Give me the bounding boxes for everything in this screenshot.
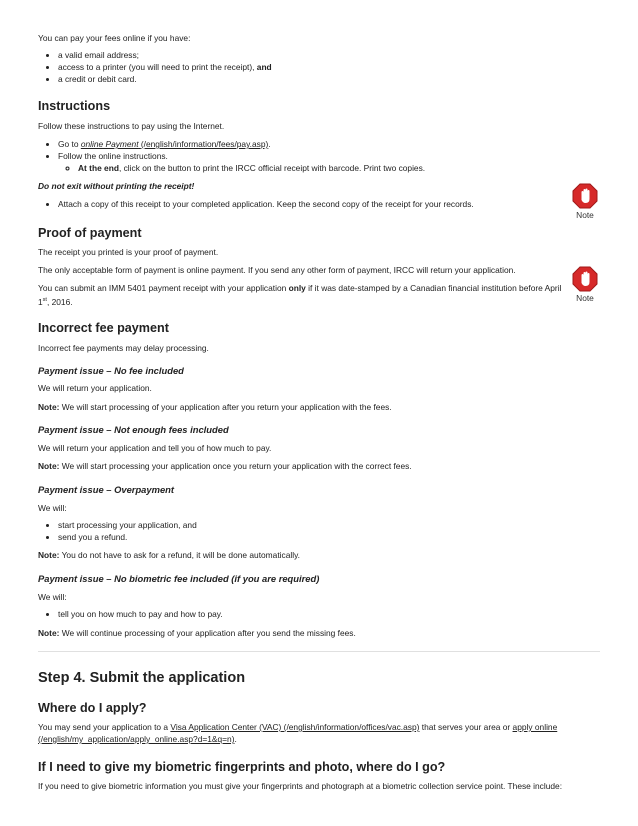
warning-text: Do not exit without printing the receipt!: [38, 181, 195, 191]
no-fee-note: Note: We will start processing of your application after you return your application with the fees.: [38, 402, 392, 412]
note-label: Note: [576, 293, 594, 303]
stop-hand-icon: [572, 266, 598, 292]
incorrect-heading: Incorrect fee payment: [38, 321, 169, 335]
list-item: • tell you on how much to pay and how to pay.: [58, 608, 578, 620]
proof-text-1: The receipt you printed is your proof of payment.: [38, 247, 219, 257]
list-item: • access to a printer (you will need to print the receipt), and: [58, 61, 600, 73]
not-enough-note: Note: We will start processing your application once you return your application with the correct fees.: [38, 461, 412, 471]
instructions-list: [38, 138, 578, 174]
biometric-location-text: If you need to give biometric information you must give your fingerprints and photograph at a biometric collection service point. These include:: [38, 781, 563, 791]
proof-heading: Proof of payment: [38, 226, 142, 240]
not-enough-heading: Payment issue – Not enough fees included: [38, 424, 229, 435]
list-item: • a valid email address;: [58, 49, 600, 61]
instructions-text: Follow these instructions to pay using the Internet.: [38, 121, 225, 131]
where-text: You may send your application to a Visa Application Center (VAC) (/english/information/offices/vac.asp) that serves your area or apply online (/english/my_application/apply_online.asp?d=1&q=n).: [38, 722, 558, 744]
biometric-fee-note: Note: We will continue processing of your application after you send the missing fees.: [38, 628, 356, 638]
not-enough-text: We will return your application and tell you of how much to pay.: [38, 443, 272, 453]
apply-online-link[interactable]: apply online (/english/my_application/apply_online.asp?d=1&q=n): [38, 722, 558, 744]
vac-link[interactable]: Visa Application Center (VAC) (/english/information/offices/vac.asp): [170, 722, 420, 732]
list-item: ◦ At the end, click on the button to print the IRCC official receipt with barcode. Print two copies.: [78, 162, 578, 174]
attach-list: [38, 198, 558, 210]
overpay-note: Note: You do not have to ask for a refund, it will be done automatically.: [38, 550, 300, 560]
list-item: • send you a refund.: [58, 531, 578, 543]
intro-text: You can pay your fees online if you have:: [38, 33, 191, 43]
where-heading: Where do I apply?: [38, 701, 147, 715]
note-callout: [570, 266, 600, 303]
intro-section: [38, 32, 600, 85]
overpay-list: [38, 519, 578, 543]
proof-text-3: You can submit an IMM 5401 payment receipt with your application only if it was date-stamped by a Canadian financial institution before April 1st, 2016.: [38, 283, 562, 307]
biometric-fee-heading: Payment issue – No biometric fee included (if you are required): [38, 573, 320, 584]
list-item: • start processing your application, and: [58, 519, 578, 531]
stop-hand-icon: [572, 183, 598, 209]
proof-text-2: The only acceptable form of payment is online payment. If you send any other form of payment, IRCC will return your application.: [38, 265, 516, 275]
instructions-heading: Instructions: [38, 99, 111, 113]
note-label: Note: [576, 210, 594, 220]
note-callout: [570, 183, 600, 220]
incorrect-text: Incorrect fee payments may delay processing.: [38, 343, 209, 353]
step4-heading: Step 4. Submit the application: [38, 670, 246, 686]
biometric-fee-text: We will:: [38, 592, 67, 602]
list-item: • Go to online Payment (/english/information/fees/pay.asp).: [58, 138, 578, 150]
no-fee-text: We will return your application.: [38, 383, 152, 393]
requirements-list: [38, 49, 600, 85]
list-item: • Attach a copy of this receipt to your completed application. Keep the second copy of the receipt for your records.: [58, 198, 558, 210]
section-divider: [38, 651, 600, 652]
no-fee-heading: Payment issue – No fee included: [38, 365, 184, 376]
biometric-location-heading: If I need to give my biometric fingerprints and photo, where do I go?: [38, 760, 446, 774]
overpay-heading: Payment issue – Overpayment: [38, 484, 175, 495]
biometric-fee-list: [38, 608, 578, 620]
list-item: • a credit or debit card.: [58, 73, 600, 85]
overpay-text: We will:: [38, 503, 67, 513]
list-item: • Follow the online instructions. ◦ At the end, click on the button to print the IRCC official receipt with barcode. Print two copies.: [58, 150, 578, 174]
online-payment-link[interactable]: online Payment (/english/information/fees/pay.asp): [80, 139, 269, 149]
